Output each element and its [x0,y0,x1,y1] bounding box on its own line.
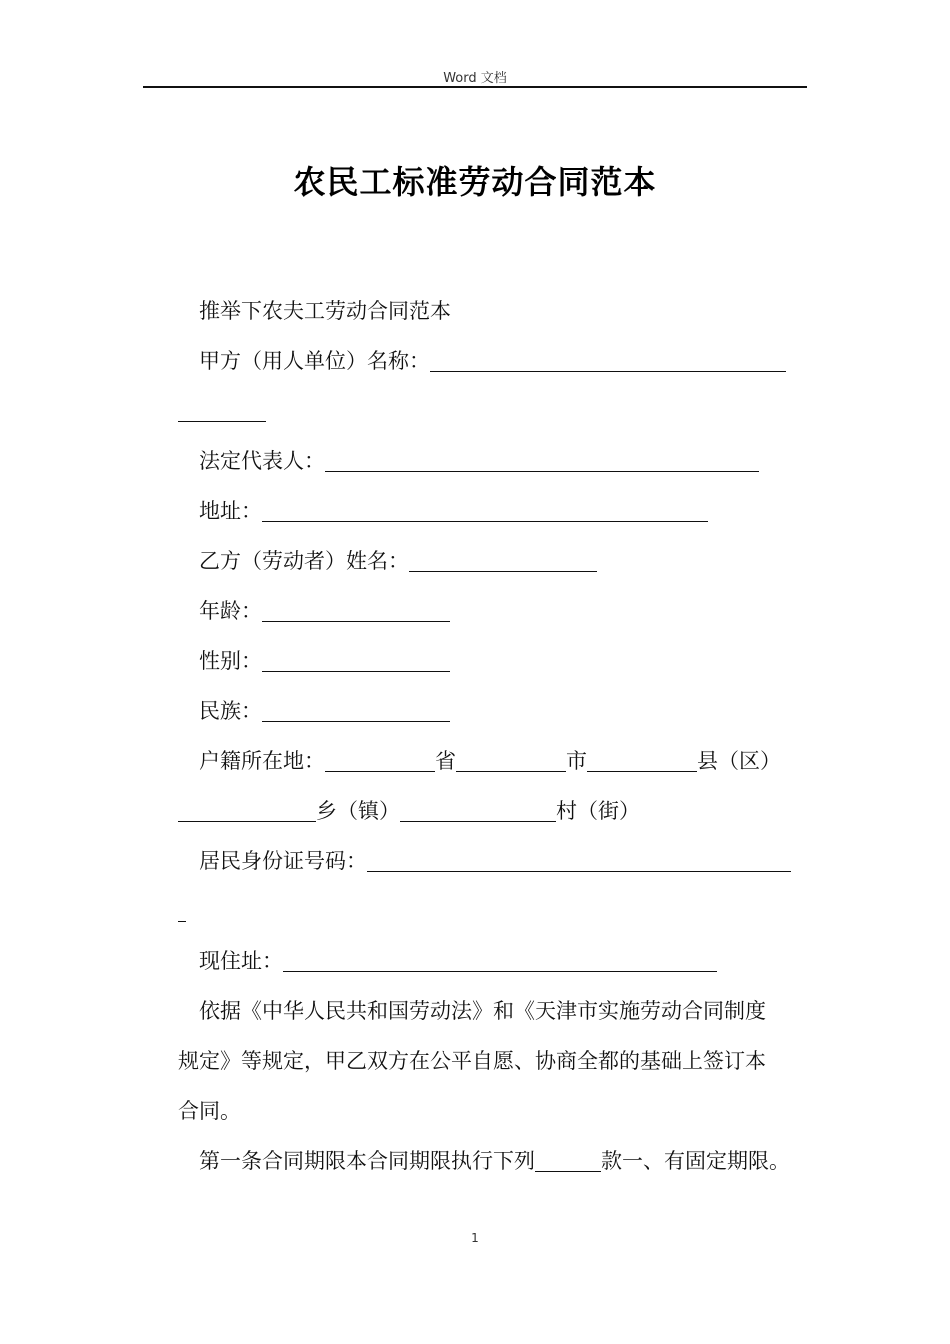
village-blank[interactable] [400,797,556,822]
address-line [178,486,708,536]
paragraph-text-3: 合同。 [178,1099,241,1123]
id-number-line [178,836,791,886]
age-label: 年龄： [199,599,262,623]
legal-rep-label: 法定代表人： [199,449,325,473]
page-header: Word 文档 [443,71,507,86]
employer-name-blank-continued[interactable] [178,397,266,422]
article-one-blank[interactable] [535,1147,601,1172]
county-blank[interactable] [587,747,697,772]
document-title: 农民工标准劳动合同范本 [293,163,657,201]
address-label: 地址： [199,499,262,523]
id-number-continuation [178,886,186,936]
id-number-blank[interactable] [367,847,791,872]
paragraph-text-2: 规定》等规定，甲乙双方在公平自愿、协商全都的基础上签订本 [178,1049,766,1073]
article-one-line [178,1136,790,1186]
current-address-line [178,936,717,986]
village-label: 村（街） [556,799,640,823]
header-divider [143,86,807,88]
gender-label: 性别： [199,649,262,673]
id-number-blank-continued[interactable] [178,897,186,922]
household-label: 户籍所在地： [199,749,325,773]
age-blank[interactable] [262,597,450,622]
ethnicity-label: 民族： [199,699,262,723]
paragraph-text-1: 依据《中华人民共和国劳动法》和《天津市实施劳动合同制度 [199,999,766,1023]
township-blank[interactable] [178,797,316,822]
city-label: 市 [566,749,587,773]
city-blank[interactable] [456,747,566,772]
paragraph-line-3 [178,1086,241,1136]
paragraph-line-1 [178,986,766,1036]
legal-rep-line [178,436,759,486]
ethnicity-line [178,686,450,736]
township-label: 乡（镇） [316,799,400,823]
province-blank[interactable] [325,747,435,772]
current-address-blank[interactable] [283,947,717,972]
age-line [178,586,450,636]
page-number: 1 [471,1231,479,1245]
employer-name-label: 甲方（用人单位）名称： [199,349,430,373]
legal-rep-blank[interactable] [325,447,759,472]
employee-name-blank[interactable] [409,547,597,572]
intro-line [178,286,451,336]
article-one-text: 第一条合同期限本合同期限执行下列 [199,1149,535,1173]
gender-blank[interactable] [262,647,450,672]
province-label: 省 [435,749,456,773]
employee-name-label: 乙方（劳动者）姓名： [199,549,409,573]
employer-name-line [178,336,786,386]
employer-name-continuation [178,386,266,436]
county-label: 县（区） [697,749,781,773]
paragraph-line-2 [178,1036,766,1086]
gender-line [178,636,450,686]
ethnicity-blank[interactable] [262,697,450,722]
current-address-label: 现住址： [199,949,283,973]
employee-name-line [178,536,597,586]
article-one-text-end: 款一、有固定期限。 [601,1149,790,1173]
id-number-label: 居民身份证号码： [199,849,367,873]
intro-text: 推举下农夫工劳动合同范本 [199,299,451,323]
household-line-continued [178,786,640,836]
address-blank[interactable] [262,497,708,522]
employer-name-blank[interactable] [430,347,786,372]
household-line [178,736,781,786]
